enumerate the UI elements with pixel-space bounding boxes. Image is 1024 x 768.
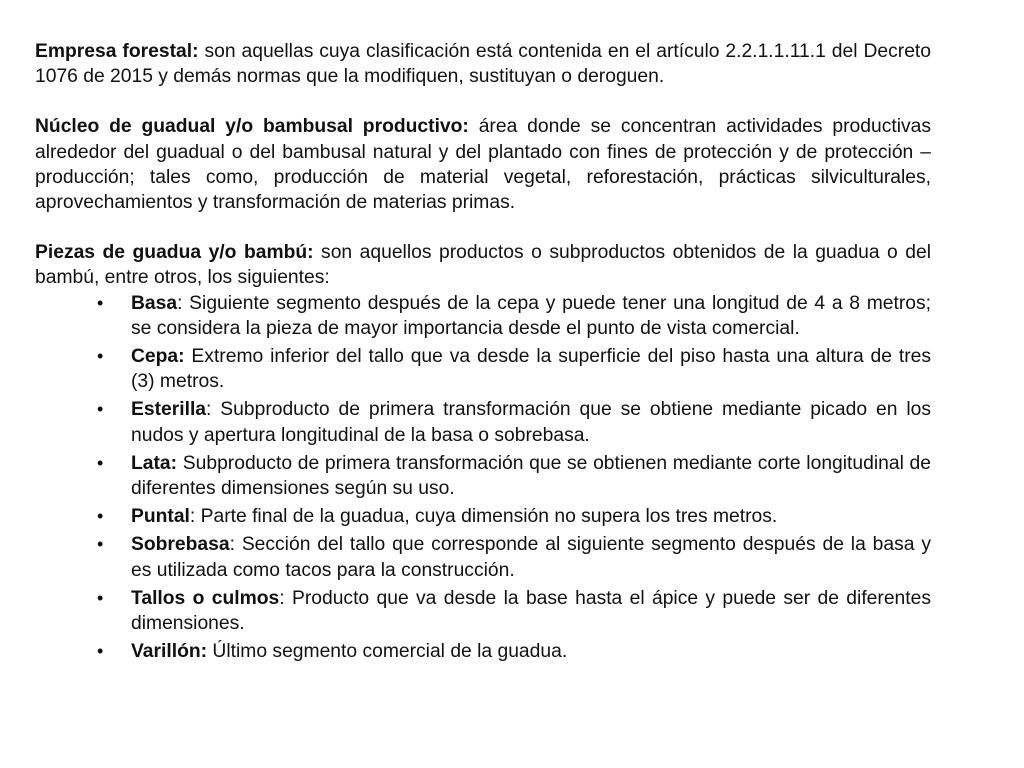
definition-text: son aquellas cuya clasificación está contenida en el artículo 2.2.1.1.11.1 del Decreto 1076 de 2015 y demás normas que la modifiquen, sustituyan o deroguen. bbox=[35, 41, 932, 88]
item-term: Basa bbox=[131, 292, 178, 314]
item-term: Puntal bbox=[131, 506, 190, 528]
list-item-varillon bbox=[35, 639, 931, 664]
item-term: Tallos o culmos bbox=[131, 587, 280, 609]
item-text: Subproducto de primera transformación que se obtienen mediante corte longitudinal de diferentes dimensiones según su uso. bbox=[131, 452, 931, 500]
bullet-icon: • bbox=[97, 452, 104, 473]
item-text: : Parte final de la guadua, cuya dimensión no supera los tres metros. bbox=[189, 506, 778, 528]
bullet-icon: • bbox=[97, 587, 104, 608]
list-item-basa bbox=[35, 291, 931, 341]
definition-nucleo-guadual bbox=[35, 114, 931, 215]
item-term: Sobrebasa bbox=[131, 534, 230, 556]
item-text: : Siguiente segmento después de la cepa y puede tener una longitud de 4 a 8 metros; se considera la pieza de mayor importancia desde el punto de vista comercial. bbox=[131, 292, 931, 339]
item-text: Último segmento comercial de la guadua. bbox=[207, 641, 568, 663]
list-item-tallos-culmos bbox=[35, 586, 931, 636]
definition-term: Piezas de guadua y/o bambú: bbox=[35, 242, 314, 264]
bullet-icon: • bbox=[97, 641, 104, 662]
list-item-puntal bbox=[35, 504, 931, 529]
item-text: Extremo inferior del tallo que va desde la superficie del piso hasta una altura de tres (3) metros. bbox=[131, 346, 931, 393]
list-item-lata bbox=[35, 451, 931, 501]
item-term: Esterilla bbox=[131, 399, 207, 421]
definition-term: Núcleo de guadual y/o bambusal productivo: bbox=[35, 116, 469, 138]
list-item-cepa bbox=[35, 344, 931, 394]
item-term: Varillón: bbox=[131, 641, 208, 663]
definition-text: área donde se concentran actividades productivas alrededor del guadual o del bambusal natural y del plantado con fines de protección y de protección – producción; tales como, producción de material vegetal, reforestación, prácticas silviculturales, aprovechamientos y transformación de materias primas. bbox=[35, 116, 931, 214]
definition-piezas-guadua bbox=[35, 240, 931, 290]
pieces-list bbox=[35, 291, 931, 665]
bullet-icon: • bbox=[97, 534, 104, 555]
bullet-icon: • bbox=[97, 506, 104, 527]
bullet-icon: • bbox=[97, 346, 104, 367]
item-text: : Subproducto de primera transformación que se obtiene mediante picado en los nudos y apertura longitudinal de la basa o sobrebasa. bbox=[131, 399, 931, 446]
list-item-sobrebasa bbox=[35, 532, 931, 582]
definition-term: Empresa forestal: bbox=[35, 41, 199, 62]
list-item-esterilla bbox=[35, 397, 931, 447]
bullet-icon: • bbox=[97, 399, 104, 420]
document-page bbox=[35, 39, 931, 667]
definition-empresa-forestal bbox=[35, 39, 931, 89]
item-term: Cepa: bbox=[131, 346, 185, 368]
bullet-icon: • bbox=[97, 292, 104, 313]
item-term: Lata: bbox=[131, 452, 178, 474]
item-text: : Sección del tallo que corresponde al siguiente segmento después de la basa y es utilizada como tacos para la construcción. bbox=[131, 534, 931, 581]
definition-text: son aquellos productos o subproductos obtenidos de la guadua o del bambú, entre otros, los siguientes: bbox=[35, 242, 931, 289]
item-text: : Producto que va desde la base hasta el ápice y puede ser de diferentes dimensiones. bbox=[131, 587, 931, 635]
